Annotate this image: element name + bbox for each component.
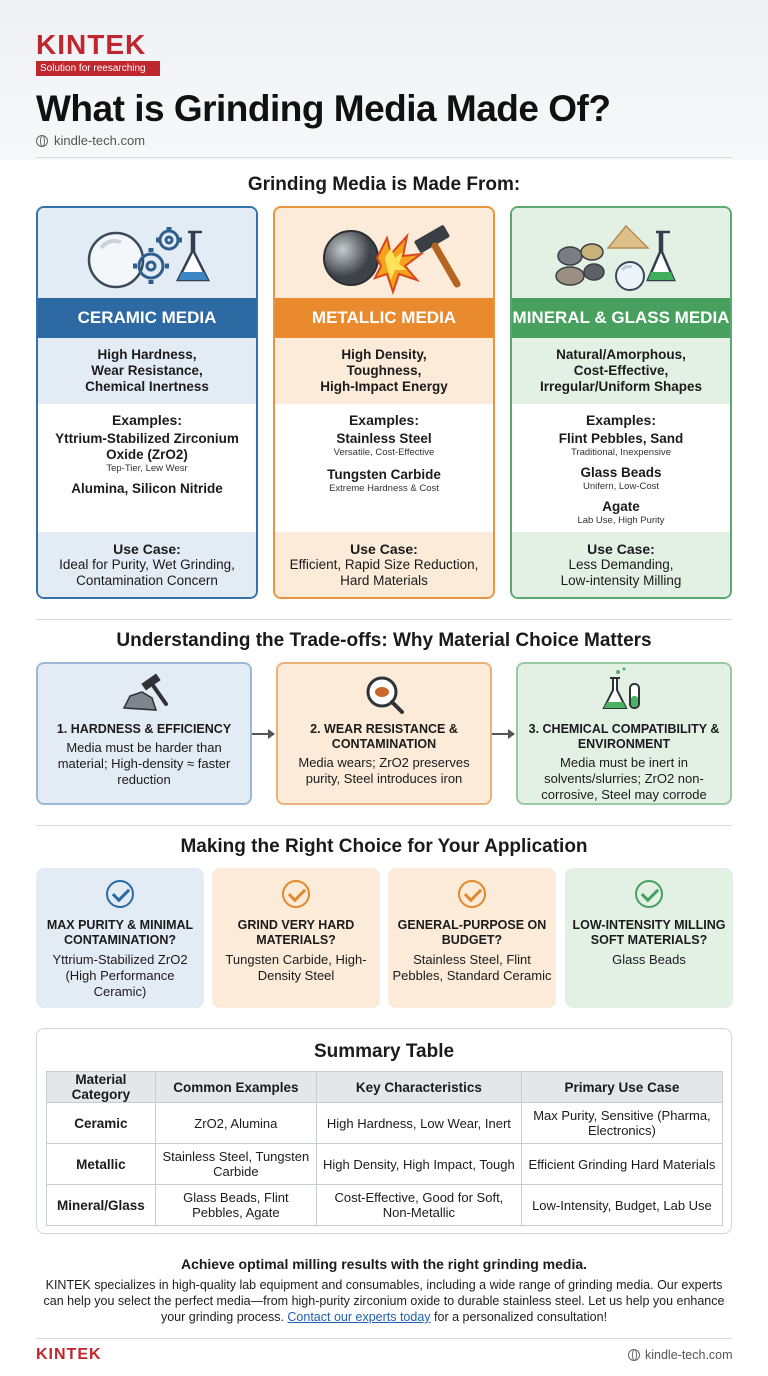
ceramic-icon-area	[38, 208, 256, 298]
summary-title: Summary Table	[313, 1041, 455, 1062]
property: Natural/Amorphous,	[556, 347, 686, 362]
use-case-text: Contamination Concern	[76, 572, 218, 588]
table-cell: Stainless Steel, Tungsten Carbide	[155, 1144, 316, 1185]
property: High Density,	[341, 347, 427, 362]
checkmark-icon	[106, 880, 134, 908]
ceramic-media-card	[36, 206, 258, 599]
summary-panel	[36, 1028, 732, 1234]
site-url: kindle-tech.com	[54, 133, 146, 148]
use-case-text: Ideal for Purity, Wet Grinding,	[59, 556, 235, 572]
table-cell: High Density, High Impact, Tough	[316, 1144, 521, 1185]
example-name: Flint Pebbles, Sand	[558, 431, 684, 446]
globe-icon	[628, 1349, 640, 1361]
metallic-icon-area	[275, 208, 493, 298]
table-row	[47, 1185, 723, 1226]
cta-text: for a personalized consultation!	[430, 1310, 608, 1324]
tradeoff-desc: Media wears; ZrO2 preserves purity, Steel introduces iron	[298, 755, 470, 786]
column-header: Key Characteristics	[316, 1072, 521, 1103]
property: Toughness,	[346, 363, 422, 378]
ticon-area	[278, 664, 490, 722]
choice-desc: Yttrium-Stabilized ZrO2 (High Performance Ceramic)	[52, 952, 188, 999]
cta-heading: Achieve optimal milling results with the right grinding media.	[180, 1256, 588, 1272]
checkmark-icon	[458, 880, 486, 908]
choice-budget-card	[388, 868, 556, 1008]
property: High Hardness,	[97, 347, 197, 362]
table-cell: Low-Intensity, Budget, Lab Use	[521, 1185, 722, 1226]
choice-hard-materials-card	[212, 868, 380, 1008]
table-cell: Cost-Effective, Good for Soft, Non-Metallic	[316, 1185, 521, 1226]
column-header: Material Category	[47, 1072, 156, 1103]
metallic-properties	[275, 338, 493, 404]
tradeoffs-heading: Understanding the Trade-offs: Why Material Choice Matters	[116, 630, 652, 651]
table-cell: Glass Beads, Flint Pebbles, Agate	[155, 1185, 316, 1226]
tradeoff-wear-card	[276, 662, 492, 805]
mineral-icon-area	[512, 208, 730, 298]
example-name: Yttrium-Stabilized Zirconium Oxide (ZrO2)	[55, 431, 239, 462]
use-case-text: Hard Materials	[340, 572, 428, 588]
use-case-text: Efficient, Rapid Size Reduction,	[289, 556, 479, 572]
example-note: Versatile, Cost-Effective	[333, 447, 435, 458]
choice-max-purity-card	[36, 868, 204, 1008]
property: Wear Resistance,	[91, 363, 203, 378]
choice-title: GENERAL-PURPOSE ON BUDGET?	[397, 918, 547, 947]
table-cell: Efficient Grinding Hard Materials	[521, 1144, 722, 1185]
mineral-properties	[512, 338, 730, 404]
examples-label: Examples:	[585, 412, 657, 428]
divider	[36, 825, 732, 826]
property: High-Impact Energy	[320, 379, 448, 394]
table-row	[47, 1103, 723, 1144]
magnifier-particle-icon	[278, 664, 490, 722]
tradeoff-title: 2. WEAR RESISTANCE & CONTAMINATION	[310, 722, 458, 751]
example-name: Tungsten Carbide	[327, 467, 441, 482]
checkmark-icon	[282, 880, 310, 908]
example-note: Extreme Hardness & Cost	[329, 483, 439, 494]
tradeoff-title: 3. CHEMICAL COMPATIBILITY & ENVIRONMENT	[528, 722, 720, 751]
brand-logo[interactable]	[36, 30, 162, 76]
tradeoff-hardness-card	[36, 662, 252, 805]
example-note: Traditional, Inexpensive	[571, 447, 671, 458]
ceramic-header: CERAMIC MEDIA	[38, 298, 256, 338]
example-note: Lab Use, High Purity	[577, 515, 665, 526]
example-name: Stainless Steel	[336, 431, 432, 446]
examples-label: Examples:	[348, 412, 420, 428]
example-name: Alumina, Silicon Nitride	[71, 481, 223, 496]
table-cell: High Hardness, Low Wear, Inert	[316, 1103, 521, 1144]
tradeoff-chemical-card	[516, 662, 732, 805]
example-name: Agate	[602, 499, 640, 514]
mineral-header: MINERAL & GLASS MEDIA	[512, 298, 730, 338]
globe-icon	[36, 135, 48, 147]
use-case-label: Use Case:	[587, 540, 655, 557]
contact-experts-link[interactable]: Contact our experts today	[287, 1310, 431, 1324]
site-url: kindle-tech.com	[645, 1348, 733, 1362]
property: Chemical Inertness	[85, 379, 209, 394]
ceramic-balls-gears-flask-icon	[38, 208, 256, 298]
divider	[36, 1338, 732, 1339]
mineral-glass-media-card	[510, 206, 732, 599]
steel-ball-hammer-icon	[275, 208, 493, 298]
table-cell: Mineral/Glass	[47, 1185, 156, 1226]
brand-tagline: Solution for reesarching	[36, 61, 160, 76]
choice-low-intensity-card	[565, 868, 733, 1008]
choice-desc: Stainless Steel, Flint Pebbles, Standard Ceramic	[392, 952, 552, 983]
divider	[36, 157, 732, 158]
rock-hammer-icon	[38, 664, 250, 722]
table-header-row	[47, 1072, 723, 1103]
table-cell: Max Purity, Sensitive (Pharma, Electronics)	[521, 1103, 722, 1144]
brand-name: KINTEK	[36, 29, 147, 60]
table-cell: Metallic	[47, 1144, 156, 1185]
chemistry-flasks-icon	[518, 664, 730, 722]
mineral-use-case	[512, 532, 730, 597]
choice-title: GRIND VERY HARD MATERIALS?	[237, 918, 355, 947]
tradeoff-title: 1. HARDNESS & EFFICIENCY	[56, 722, 232, 736]
metallic-examples	[275, 404, 493, 532]
property: Irregular/Uniform Shapes	[539, 379, 703, 394]
property: Cost-Effective,	[573, 363, 669, 378]
example-note: Tep-Tier, Lew Wesr	[106, 463, 188, 474]
choice-title: MAX PURITY & MINIMAL CONTAMINATION?	[46, 918, 194, 947]
made-from-heading: Grinding Media is Made From:	[247, 174, 521, 195]
examples-label: Examples:	[111, 412, 183, 428]
use-case-text: Less Demanding,	[568, 556, 674, 572]
use-case-text: Low-intensity Milling	[560, 572, 682, 588]
table-row	[47, 1144, 723, 1185]
choice-desc: Tungsten Carbide, High-Density Steel	[225, 952, 367, 983]
tradeoff-desc: Media must be harder than material; High-density ≈ faster reduction	[57, 740, 231, 787]
example-note: Unifern, Low-Cost	[582, 481, 660, 492]
divider	[36, 619, 732, 620]
site-link[interactable]	[36, 133, 145, 148]
pebbles-sand-glass-bead-icon	[512, 208, 730, 298]
footer-site-link[interactable]	[628, 1348, 733, 1362]
summary-table	[46, 1071, 723, 1226]
choice-heading: Making the Right Choice for Your Application	[180, 836, 588, 857]
ticon-area	[518, 664, 730, 722]
cta-body	[40, 1277, 728, 1325]
column-header: Primary Use Case	[521, 1072, 722, 1103]
choice-desc: Glass Beads	[612, 952, 686, 967]
example-name: Glass Beads	[580, 465, 662, 480]
cta-text: KINTEK specializes in high-quality lab equipment and consumables, including a wide range of grinding media. Our experts can help you select the perfect media—from high-purity zirconium oxide to durable stainless steel. Let us help you enhance your grinding process.	[43, 1278, 725, 1324]
metallic-use-case	[275, 532, 493, 597]
choice-title: LOW-INTENSITY MILLING SOFT MATERIALS?	[572, 918, 726, 947]
table-cell: Ceramic	[47, 1103, 156, 1144]
ceramic-examples	[38, 404, 256, 532]
tradeoff-desc: Media must be inert in solvents/slurries; ZrO2 non-corrosive, Steel may corrode	[541, 755, 707, 802]
column-header: Common Examples	[155, 1072, 316, 1103]
use-case-label: Use Case:	[113, 540, 181, 557]
footer-logo[interactable]: KINTEK	[36, 1346, 102, 1363]
mineral-examples	[512, 404, 730, 532]
ticon-area	[38, 664, 250, 722]
ceramic-properties	[38, 338, 256, 404]
use-case-label: Use Case:	[350, 540, 418, 557]
metallic-media-card	[273, 206, 495, 599]
metallic-header: METALLIC MEDIA	[275, 298, 493, 338]
table-cell: ZrO2, Alumina	[155, 1103, 316, 1144]
ceramic-use-case	[38, 532, 256, 597]
arrow-right-icon	[252, 733, 274, 735]
checkmark-icon	[635, 880, 663, 908]
page-title: What is Grinding Media Made Of?	[36, 88, 611, 129]
arrow-right-icon	[492, 733, 514, 735]
